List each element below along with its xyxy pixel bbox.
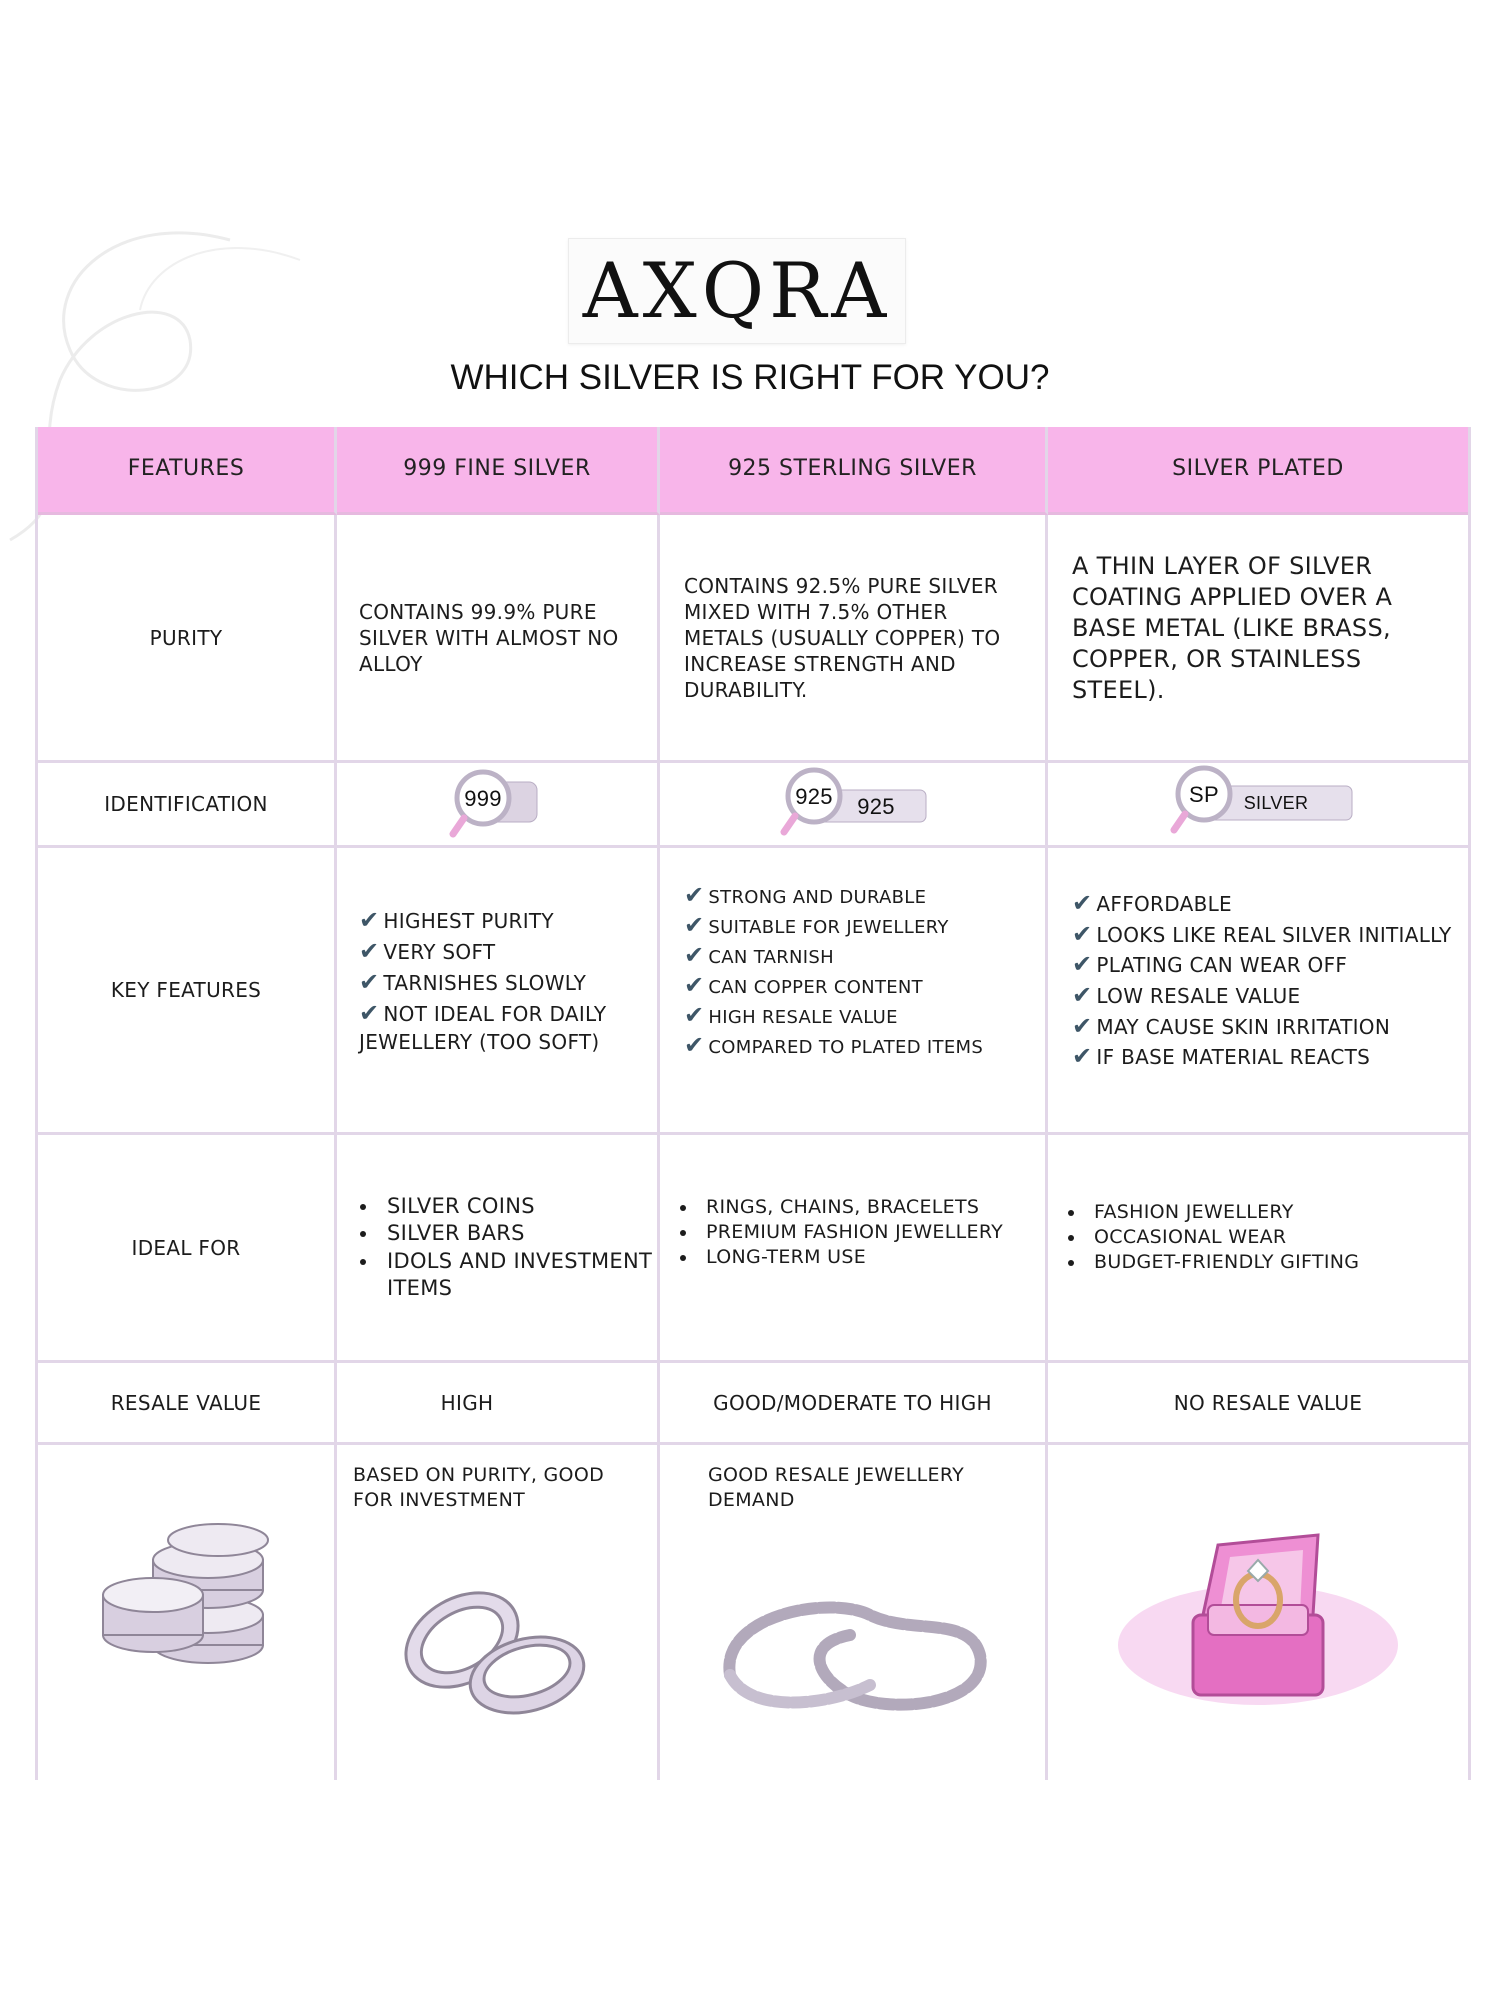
list-item: • BUDGET-FRIENDLY GIFTING — [1086, 1250, 1359, 1275]
key-feature-text: VERY SOFT — [383, 939, 496, 964]
ideal-for-fine-list — [349, 1193, 657, 1302]
ideal-for-plated-cell — [1048, 1135, 1468, 1363]
hallmark-925-bar-text: 925 — [856, 794, 895, 819]
list-item — [684, 940, 983, 970]
list-item — [1072, 949, 1451, 980]
checkmark-icon: ✔ — [1072, 1011, 1093, 1040]
hallmark-999-icon — [437, 764, 557, 844]
key-feature-text: STRONG AND DURABLE — [708, 887, 927, 908]
header-silver-plated: SILVER PLATED — [1048, 427, 1468, 515]
list-item — [359, 967, 643, 998]
sterling-resale-note: GOOD RESALE JEWELLERY DEMAND — [708, 1464, 965, 1511]
row-label-ideal-for: IDEAL FOR — [38, 1135, 337, 1363]
list-item — [1072, 1011, 1451, 1042]
row-label-key-features: KEY FEATURES — [38, 848, 337, 1135]
key-feature-text: LOW RESALE VALUE — [1096, 984, 1301, 1008]
image-sterling-cell — [660, 1445, 1048, 1780]
list-item: • PREMIUM FASHION JEWELLERY — [698, 1220, 1003, 1245]
hallmark-925-stamp: 925 — [794, 784, 833, 809]
list-item: • LONG-TERM USE — [698, 1245, 1003, 1270]
purity-plated-cell — [1048, 515, 1468, 763]
hallmark-sp-icon — [1158, 764, 1358, 844]
list-item: • SILVER COINS — [379, 1193, 657, 1220]
key-features-fine-list — [359, 905, 643, 1056]
list-item — [684, 1000, 983, 1030]
key-feature-text: HIGHEST PURITY — [383, 908, 554, 933]
checkmark-icon: ✔ — [684, 1001, 705, 1029]
key-feature-text: CAN TARNISH — [708, 947, 834, 968]
list-item: • OCCASIONAL WEAR — [1086, 1225, 1359, 1250]
checkmark-icon: ✔ — [684, 1031, 705, 1059]
purity-sterling-text: CONTAINS 92.5% PURE SILVER MIXED WITH 7.5% OTHER METALS (USUALLY COPPER) TO INCREASE STRENGTH AND DURABILITY. — [684, 573, 1001, 702]
list-item — [684, 970, 983, 1000]
silver-coins-icon — [98, 1495, 298, 1685]
header-fine-silver: 999 FINE SILVER — [337, 427, 660, 515]
purity-plated-text: A THIN LAYER OF SILVER COATING APPLIED OVER A BASE METAL (LIKE BRASS, COPPER, OR STAINLESS STEEL). — [1072, 551, 1393, 705]
hallmark-sp-bar-text: SILVER — [1243, 793, 1309, 813]
ideal-for-sterling-cell — [660, 1135, 1048, 1363]
comparison-table — [35, 427, 1471, 1780]
list-item — [359, 905, 643, 936]
key-features-plated-list — [1072, 888, 1451, 1072]
purity-fine-text: CONTAINS 99.9% PURE SILVER WITH ALMOST NO ALLOY — [359, 599, 619, 676]
hallmark-sp-stamp: SP — [1189, 782, 1219, 807]
key-feature-text: MAY CAUSE SKIN IRRITATION — [1096, 1014, 1391, 1039]
checkmark-icon: ✔ — [1072, 1042, 1093, 1071]
identification-plated-cell — [1048, 763, 1468, 848]
list-item — [1072, 888, 1451, 919]
checkmark-icon: ✔ — [684, 911, 705, 939]
ring-box-icon — [1108, 1505, 1408, 1725]
key-feature-text: PLATING CAN WEAR OFF — [1096, 953, 1348, 978]
checkmark-icon: ✔ — [1072, 950, 1093, 979]
chain-bracelet-icon — [710, 1575, 1000, 1725]
key-feature-text: COMPARED TO PLATED ITEMS — [708, 1037, 984, 1058]
list-item: • SILVER BARS — [379, 1220, 657, 1247]
list-item — [359, 936, 643, 967]
key-feature-text: CAN COPPER CONTENT — [708, 977, 923, 998]
key-features-plated-cell — [1048, 848, 1468, 1135]
list-item: • FASHION JEWELLERY — [1086, 1200, 1359, 1225]
hallmark-999-stamp: 999 — [464, 786, 502, 811]
resale-fine-text: HIGH — [440, 1390, 494, 1415]
list-item: • RINGS, CHAINS, BRACELETS — [698, 1195, 1003, 1220]
silver-rings-icon — [377, 1565, 607, 1735]
key-feature-text: SUITABLE FOR JEWELLERY — [708, 917, 949, 938]
checkmark-icon: ✔ — [1072, 919, 1093, 948]
checkmark-icon: ✔ — [684, 941, 705, 969]
page-subtitle: WHICH SILVER IS RIGHT FOR YOU? — [450, 358, 1050, 397]
identification-sterling-cell — [660, 763, 1048, 848]
list-item — [684, 1030, 983, 1060]
identification-fine-cell — [337, 763, 660, 848]
list-item — [1072, 919, 1451, 950]
brand-name: AXQRA — [582, 246, 892, 335]
ideal-for-sterling-list — [668, 1195, 1003, 1269]
resale-plated-text: NO RESALE VALUE — [1173, 1390, 1363, 1415]
checkmark-icon: ✔ — [359, 999, 380, 1028]
resale-plated-cell — [1048, 1363, 1468, 1445]
checkmark-icon: ✔ — [359, 936, 380, 965]
checkmark-icon: ✔ — [1072, 981, 1093, 1009]
resale-sterling-text: GOOD/MODERATE TO HIGH — [713, 1390, 992, 1415]
purity-sterling-cell — [660, 515, 1048, 763]
resale-fine-cell — [337, 1363, 660, 1445]
image-features-cell — [38, 1445, 337, 1780]
key-feature-text: IF BASE MATERIAL REACTS — [1096, 1045, 1371, 1070]
list-item — [684, 910, 983, 940]
list-item — [359, 998, 643, 1055]
checkmark-icon: ✔ — [684, 881, 705, 909]
purity-fine-cell — [337, 515, 660, 763]
ideal-for-plated-list — [1056, 1200, 1359, 1274]
key-feature-text: TARNISHES SLOWLY — [383, 971, 587, 995]
key-feature-text: AFFORDABLE — [1096, 891, 1232, 916]
list-item — [1072, 1041, 1451, 1072]
image-plated-cell — [1048, 1445, 1468, 1780]
header-features: FEATURES — [38, 427, 337, 515]
key-features-sterling-list — [684, 880, 983, 1060]
key-features-sterling-cell — [660, 848, 1048, 1135]
checkmark-icon: ✔ — [1072, 888, 1093, 917]
row-label-purity: PURITY — [38, 515, 337, 763]
hallmark-925-icon — [768, 764, 938, 844]
list-item — [684, 880, 983, 910]
checkmark-icon: ✔ — [359, 968, 380, 996]
checkmark-icon: ✔ — [359, 905, 380, 934]
bottom-margin — [0, 1780, 1500, 2000]
list-item: • IDOLS AND INVESTMENT ITEMS — [379, 1248, 657, 1303]
key-features-fine-cell — [337, 848, 660, 1135]
checkmark-icon: ✔ — [684, 971, 705, 999]
list-item — [1072, 980, 1451, 1011]
resale-sterling-cell — [660, 1363, 1048, 1445]
row-label-resale-value: RESALE VALUE — [38, 1363, 337, 1445]
key-feature-text: LOOKS LIKE REAL SILVER INITIALLY — [1096, 922, 1452, 947]
key-feature-text: HIGH RESALE VALUE — [708, 1007, 898, 1028]
fine-resale-note: BASED ON PURITY, GOOD FOR INVESTMENT — [353, 1464, 604, 1511]
key-feature-text: NOT IDEAL FOR DAILY JEWELLERY (TOO SOFT) — [359, 1002, 607, 1055]
header-sterling-silver: 925 STERLING SILVER — [660, 427, 1048, 515]
ideal-for-fine-cell — [337, 1135, 660, 1363]
brand-logo — [568, 238, 906, 344]
row-label-identification: IDENTIFICATION — [38, 763, 337, 848]
image-fine-cell — [337, 1445, 660, 1780]
